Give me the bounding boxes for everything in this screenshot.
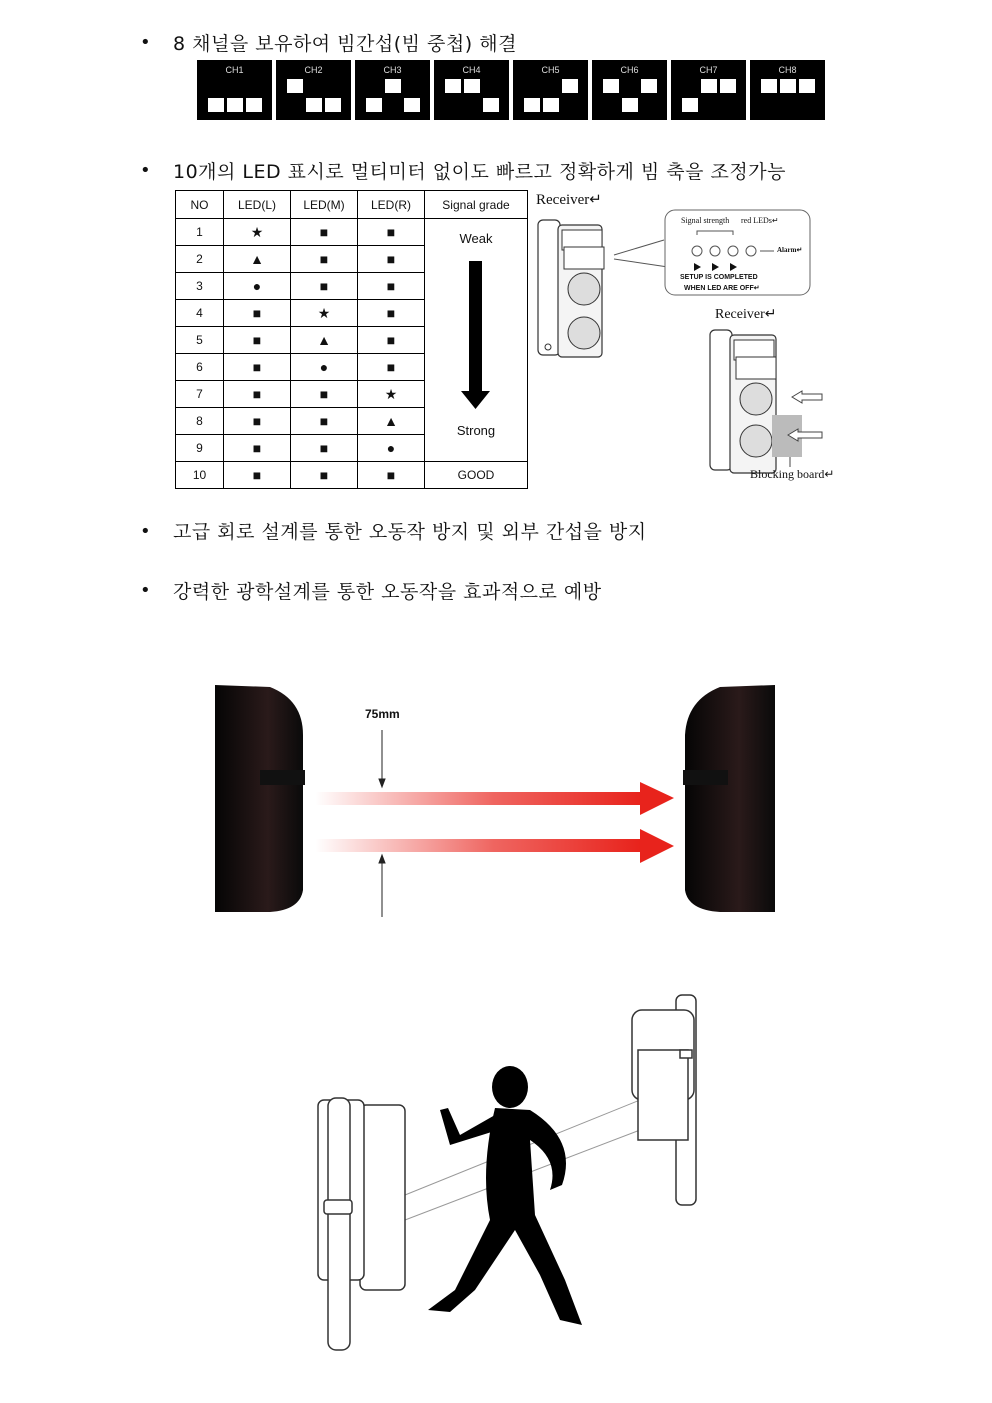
led-symbol: ★ xyxy=(358,381,425,408)
led-symbol: ■ xyxy=(224,381,291,408)
channel-label: CH3 xyxy=(383,65,402,75)
channel-cell xyxy=(524,98,540,112)
led-symbol: ▲ xyxy=(291,327,358,354)
spacing-label: 75mm xyxy=(365,707,400,721)
receiver-label: Receiver↵ xyxy=(536,192,602,208)
weak-label: Weak xyxy=(459,231,493,246)
channel-cell xyxy=(543,98,559,112)
row-number: 7 xyxy=(176,381,224,408)
bullet-text-led: 10개의 LED 표시로 멀티미터 없이도 빠르고 정확하게 빔 축을 조정가능 xyxy=(173,161,786,183)
channel-label: CH4 xyxy=(462,65,481,75)
channel-box-8 xyxy=(750,60,825,120)
receiver-device-top xyxy=(538,220,604,357)
row-number: 9 xyxy=(176,435,224,462)
channel-cell xyxy=(246,98,262,112)
bullet-mark: • xyxy=(140,521,151,542)
bullet-text-circuit: 고급 회로 설계를 통한 오동작 방지 및 외부 간섭을 방지 xyxy=(173,521,647,543)
channel-cell xyxy=(562,79,578,93)
led-symbol: ● xyxy=(358,435,425,462)
signal-strength-label: Signal strength xyxy=(681,216,730,225)
beam-arrow-bottom xyxy=(315,829,674,863)
channel-cell xyxy=(464,79,480,93)
channel-label: CH8 xyxy=(778,65,797,75)
header-signal-grade: Signal grade xyxy=(425,191,528,219)
bullet-mark: • xyxy=(140,580,151,601)
row-number: 4 xyxy=(176,300,224,327)
bullet-mark: • xyxy=(140,32,151,53)
channel-cell xyxy=(404,98,420,112)
header-no: NO xyxy=(176,191,224,219)
channel-cell xyxy=(761,79,777,93)
intrusion-illustration xyxy=(300,990,720,1360)
led-symbol: ■ xyxy=(358,462,425,489)
channel-label: CH1 xyxy=(225,65,244,75)
led-symbol: ■ xyxy=(291,408,358,435)
led-symbol: ■ xyxy=(358,273,425,300)
row-number: 8 xyxy=(176,408,224,435)
led-symbol: ▲ xyxy=(358,408,425,435)
channel-cell xyxy=(701,79,717,93)
led-symbol: ▲ xyxy=(224,246,291,273)
led-symbol: ■ xyxy=(291,381,358,408)
right-sensor-pole xyxy=(632,995,696,1205)
led-symbol: ■ xyxy=(291,246,358,273)
blocking-board-label: Blocking board↵ xyxy=(750,467,835,481)
setup-text-2: WHEN LED ARE OFF↵ xyxy=(684,285,760,292)
channel-box-6 xyxy=(592,60,667,120)
bullet-mark: • xyxy=(140,160,151,181)
led-symbol: ■ xyxy=(358,327,425,354)
led-symbol: ■ xyxy=(358,219,425,246)
channel-cell xyxy=(682,98,698,112)
channel-cell xyxy=(208,98,224,112)
channel-cell xyxy=(780,79,796,93)
led-symbol: ★ xyxy=(291,300,358,327)
header-led-l: LED(L) xyxy=(224,191,291,219)
signal-grade-table xyxy=(175,190,528,489)
channel-box-2 xyxy=(276,60,351,120)
led-symbol: ■ xyxy=(224,408,291,435)
led-symbol: ■ xyxy=(291,273,358,300)
channel-cell xyxy=(287,79,303,93)
receiver-device-bottom xyxy=(710,330,776,473)
led-symbol: ■ xyxy=(358,246,425,273)
beam-arrow-top xyxy=(315,782,674,815)
row-number: 3 xyxy=(176,273,224,300)
table-row xyxy=(176,219,528,246)
led-symbol: ■ xyxy=(224,354,291,381)
channel-cell xyxy=(799,79,815,93)
beam-diagram xyxy=(200,675,790,925)
led-symbol: ■ xyxy=(224,300,291,327)
channel-cell xyxy=(720,79,736,93)
channel-box-3 xyxy=(355,60,430,120)
channel-box-5 xyxy=(513,60,588,120)
led-symbol: ■ xyxy=(224,327,291,354)
channel-box-4 xyxy=(434,60,509,120)
transmitter-device xyxy=(215,685,305,912)
led-symbol: ● xyxy=(224,273,291,300)
alarm-label: Alarm↵ xyxy=(777,246,803,254)
bullet-text-channels: 8 채널을 보유하여 빔간섭(빔 중첩) 해결 xyxy=(173,33,517,55)
receiver-device xyxy=(683,685,775,912)
walking-person xyxy=(428,1066,582,1325)
channel-cell xyxy=(641,79,657,93)
channel-label: CH2 xyxy=(304,65,323,75)
header-led-r: LED(R) xyxy=(358,191,425,219)
receiver-diagram xyxy=(530,185,850,500)
left-sensor-pole xyxy=(318,1098,405,1350)
channel-cell xyxy=(622,98,638,112)
good-label: GOOD xyxy=(425,462,528,489)
down-arrow-icon xyxy=(461,261,491,411)
led-symbol: ■ xyxy=(224,435,291,462)
led-symbol: ★ xyxy=(224,219,291,246)
channel-cell xyxy=(366,98,382,112)
channel-cell xyxy=(483,98,499,112)
led-symbol: ● xyxy=(291,354,358,381)
led-symbol: ■ xyxy=(224,462,291,489)
row-number: 10 xyxy=(176,462,224,489)
led-symbol: ■ xyxy=(291,219,358,246)
signal-grade-cell xyxy=(425,219,528,462)
channel-cell xyxy=(227,98,243,112)
row-number: 6 xyxy=(176,354,224,381)
channel-label: CH7 xyxy=(699,65,718,75)
led-symbol: ■ xyxy=(358,300,425,327)
row-number: 1 xyxy=(176,219,224,246)
channel-cell xyxy=(306,98,322,112)
channel-cell xyxy=(385,79,401,93)
table-header-row xyxy=(176,191,528,219)
channel-box-7 xyxy=(671,60,746,120)
channel-label: CH6 xyxy=(620,65,639,75)
led-symbol: ■ xyxy=(291,435,358,462)
channel-label: CH5 xyxy=(541,65,560,75)
setup-text-1: SETUP IS COMPLETED xyxy=(680,274,758,281)
dimension-arrows xyxy=(379,730,385,917)
led-symbol: ■ xyxy=(291,462,358,489)
bullet-text-optics: 강력한 광학설계를 통한 오동작을 효과적으로 예방 xyxy=(173,581,602,603)
channel-cell xyxy=(325,98,341,112)
receiver-label-2: Receiver↵ xyxy=(715,307,777,322)
strong-label: Strong xyxy=(456,423,496,438)
channel-cell xyxy=(445,79,461,93)
channel-cell xyxy=(603,79,619,93)
header-led-m: LED(M) xyxy=(291,191,358,219)
row-number: 2 xyxy=(176,246,224,273)
table-row xyxy=(176,462,528,489)
led-symbol: ■ xyxy=(358,354,425,381)
channel-box-1 xyxy=(197,60,272,120)
red-leds-label: red LEDs↵ xyxy=(741,216,779,225)
row-number: 5 xyxy=(176,327,224,354)
